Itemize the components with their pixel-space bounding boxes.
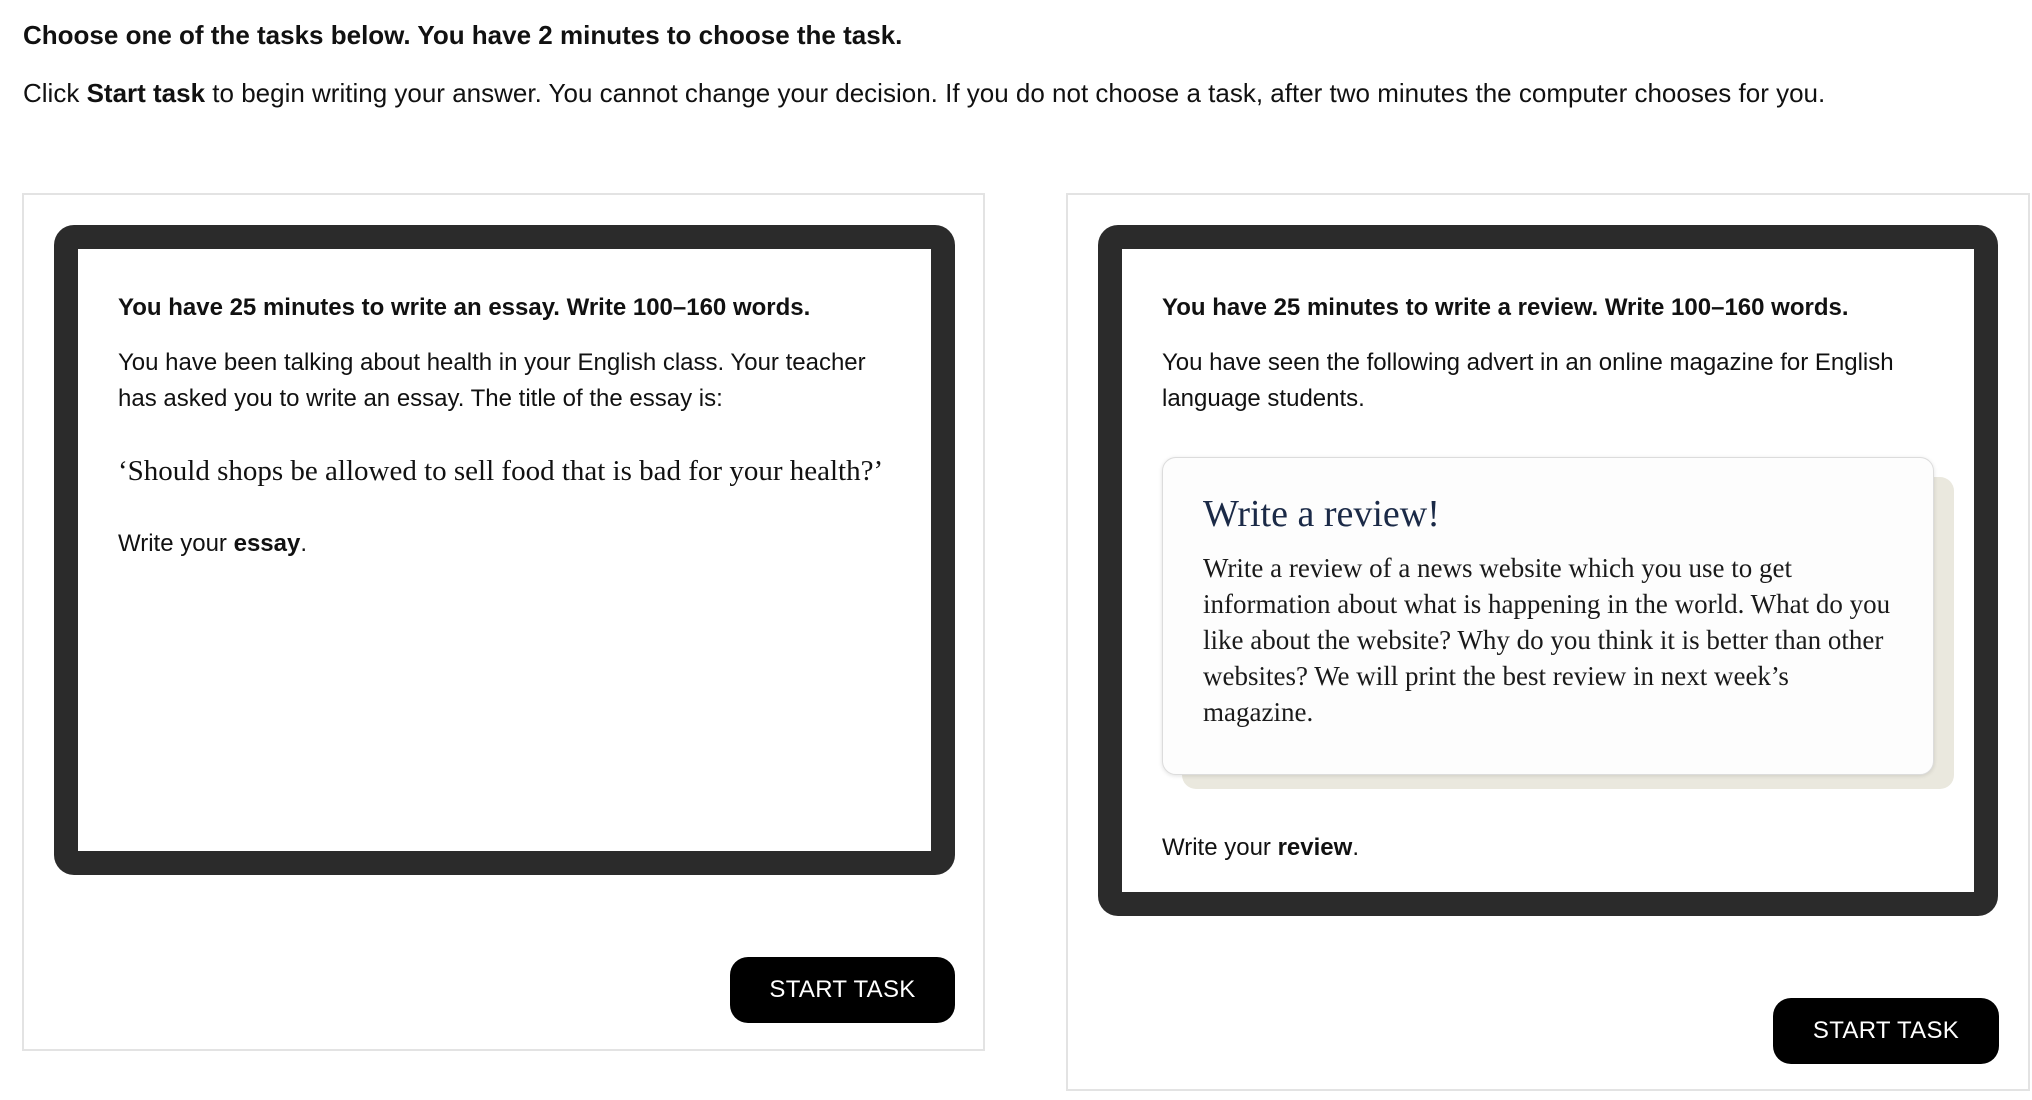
page-heading: Choose one of the tasks below. You have 2 minutes to choose the task. xyxy=(23,20,903,50)
write-prefix: Write your xyxy=(118,530,234,557)
write-your-essay xyxy=(118,529,891,559)
task-panel-essay xyxy=(22,193,985,1051)
write-prefix: Write your xyxy=(1162,834,1278,861)
task-heading: You have 25 minutes to write an essay. Write 100–160 words. xyxy=(118,294,811,321)
instructions-start-task-bold: Start task xyxy=(86,78,206,108)
advert xyxy=(1162,457,1947,797)
write-your-review xyxy=(1162,833,1934,863)
write-suffix: . xyxy=(300,530,308,557)
task-screen-review xyxy=(1122,249,1974,892)
task-screen-essay xyxy=(78,249,931,851)
task-prompt: You have been talking about health in your English class. Your teacher has asked you to write an essay. The title of the essay is: xyxy=(118,349,866,412)
task-frame-essay xyxy=(54,225,955,875)
write-type-bold: essay xyxy=(233,530,301,557)
instructions xyxy=(23,76,1825,110)
instructions-prefix: Click xyxy=(23,78,87,108)
task-panel-review xyxy=(1066,193,2030,1091)
task-prompt: You have seen the following advert in an online magazine for English language students. xyxy=(1162,349,1894,412)
essay-title: ‘Should shops be allowed to sell food that is bad for your health?’ xyxy=(118,455,884,487)
write-type-bold: review xyxy=(1277,834,1353,861)
write-suffix: . xyxy=(1352,834,1359,861)
advert-card xyxy=(1162,457,1934,775)
advert-title: Write a review! xyxy=(1203,493,1440,535)
start-task-button-review[interactable]: START TASK xyxy=(1773,998,1999,1064)
instructions-suffix: to begin writing your answer. You cannot change your decision. If you do not choose a task, after two minutes the computer chooses for you. xyxy=(205,78,1826,108)
start-task-button-essay[interactable]: START TASK xyxy=(730,957,955,1023)
task-heading: You have 25 minutes to write a review. Write 100–160 words. xyxy=(1162,294,1849,321)
task-frame-review xyxy=(1098,225,1998,916)
advert-body: Write a review of a news website which you use to get information about what is happening in the world. What do you like about the website? Why do you think it is better than other websites? We will print the best review in next week’s magazine. xyxy=(1203,553,1891,727)
